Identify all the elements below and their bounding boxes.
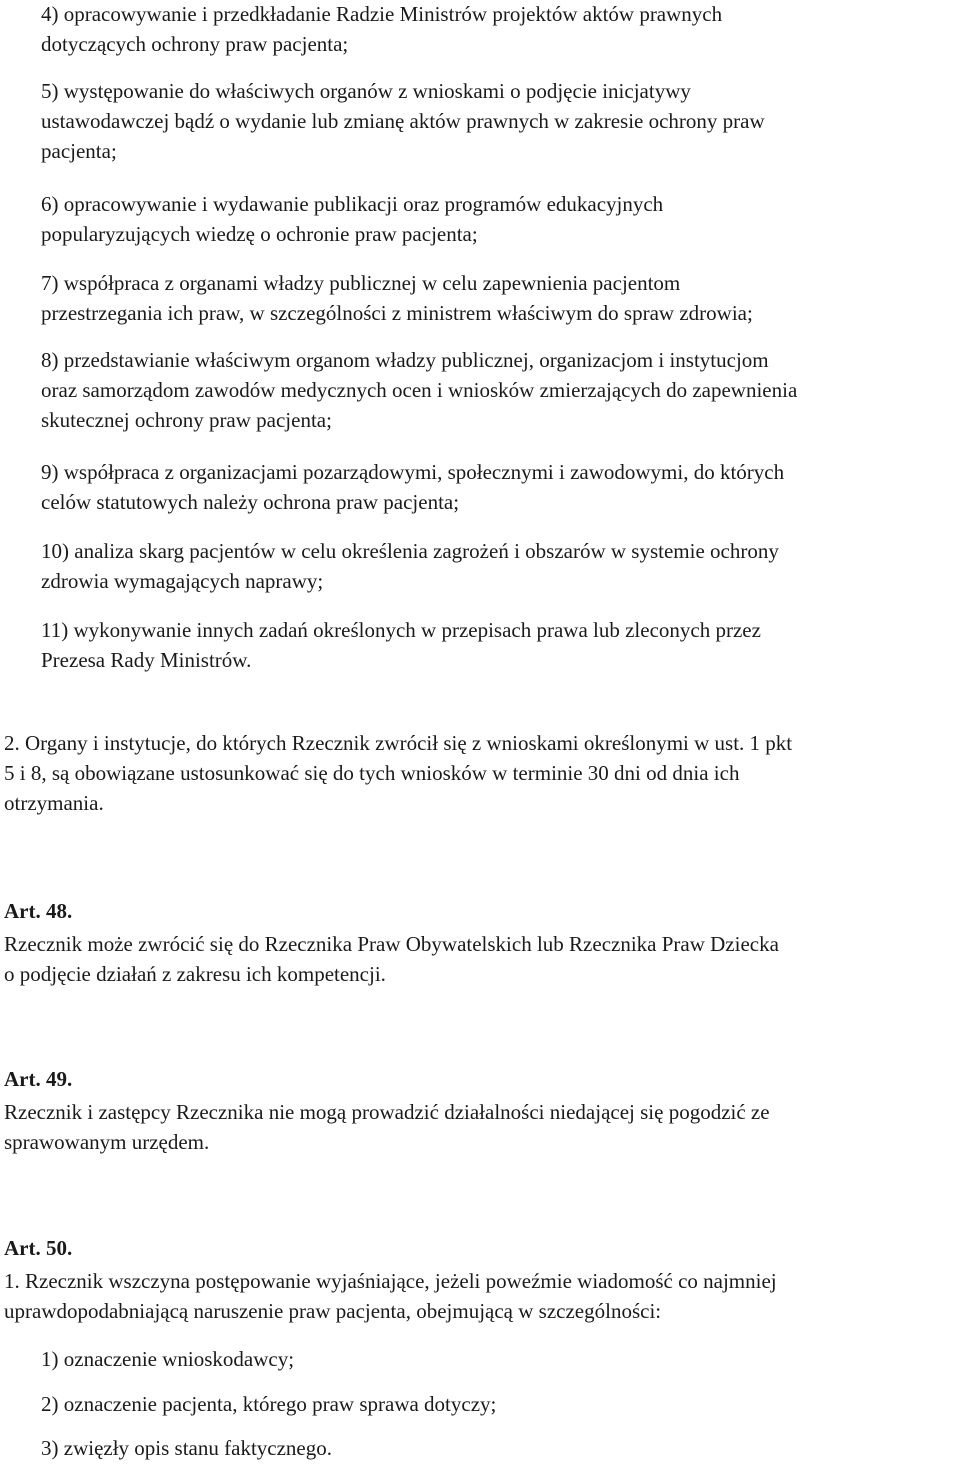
article-50-heading: Art. 50. <box>4 1236 73 1260</box>
list-item-bottom-1-line: 1) oznaczenie wnioskodawcy; <box>41 1347 295 1371</box>
article-49-heading: Art. 49. <box>4 1067 73 1091</box>
list-item-bottom-3-line: 3) zwięzły opis stanu faktycznego. <box>41 1436 332 1460</box>
list-item-9 <box>41 457 956 517</box>
list-item-7-line-2: przestrzegania ich praw, w szczególności z ministrem właściwym do spraw zdrowia; <box>41 301 753 325</box>
list-item-5-line-2: ustawodawczej bądź o wydanie lub zmianę aktów prawnych w zakresie ochrony praw <box>41 109 765 133</box>
list-item-11-line-2: Prezesa Rady Ministrów. <box>41 648 252 672</box>
article-48-heading: Art. 48. <box>4 899 73 923</box>
list-item-bottom-3 <box>41 1433 956 1463</box>
list-item-6 <box>41 189 956 249</box>
article-49-line-1: Rzecznik i zastępcy Rzecznika nie mogą prowadzić działalności niedającej się pogodzić ze <box>4 1100 770 1124</box>
list-item-8-line-3: skutecznej ochrony praw pacjenta; <box>41 408 332 432</box>
list-item-10-line-1: 10) analiza skarg pacjentów w celu określenia zagrożeń i obszarów w systemie ochrony <box>41 539 779 563</box>
paragraph-2-line-1: 2. Organy i instytucje, do których Rzecznik zwrócił się z wnioskami określonymi w ust. 1 pkt <box>4 731 793 755</box>
list-item-4 <box>41 0 956 59</box>
list-item-bottom-2-line: 2) oznaczenie pacjenta, którego praw sprawa dotyczy; <box>41 1392 497 1416</box>
list-item-9-line-2: celów statutowych należy ochrona praw pacjenta; <box>41 490 460 514</box>
list-item-6-line-2: popularyzujących wiedzę o ochronie praw pacjenta; <box>41 222 478 246</box>
list-item-4-line-2: dotyczących ochrony praw pacjenta; <box>41 32 349 56</box>
list-item-bottom-1 <box>41 1344 956 1374</box>
article-49-line-2: sprawowanym urzędem. <box>4 1130 210 1154</box>
list-item-5-line-3: pacjenta; <box>41 139 117 163</box>
article-48-line-1: Rzecznik może zwrócić się do Rzecznika Praw Obywatelskich lub Rzecznika Praw Dziecka <box>4 932 779 956</box>
list-item-7 <box>41 268 956 328</box>
list-item-10 <box>41 536 956 596</box>
article-49-text <box>4 1097 956 1157</box>
article-50-text <box>4 1266 956 1326</box>
list-item-11-line-1: 11) wykonywanie innych zadań określonych w przepisach prawa lub zleconych przez <box>41 618 761 642</box>
list-item-6-line-1: 6) opracowywanie i wydawanie publikacji oraz programów edukacyjnych <box>41 192 664 216</box>
list-item-9-line-1: 9) współpraca z organizacjami pozarządowymi, społecznymi i zawodowymi, do których <box>41 460 785 484</box>
paragraph-2 <box>4 728 956 818</box>
article-48-line-2: o podjęcie działań z zakresu ich kompetencji. <box>4 962 386 986</box>
list-item-11 <box>41 615 956 675</box>
list-item-8-line-1: 8) przedstawianie właściwym organom władzy publicznej, organizacjom i instytucjom <box>41 348 769 372</box>
list-item-bottom-2 <box>41 1389 956 1419</box>
article-50-line-1: 1. Rzecznik wszczyna postępowanie wyjaśniające, jeżeli poweźmie wiadomość co najmniej <box>4 1269 777 1293</box>
article-48-text <box>4 929 956 989</box>
list-item-10-line-2: zdrowia wymagających naprawy; <box>41 569 324 593</box>
list-item-5 <box>41 76 956 166</box>
article-50-line-2: uprawdopodabniającą naruszenie praw pacjenta, obejmującą w szczególności: <box>4 1299 662 1323</box>
paragraph-2-line-2: 5 i 8, są obowiązane ustosunkować się do tych wniosków w terminie 30 dni od dnia ich <box>4 761 740 785</box>
list-item-8 <box>41 345 956 435</box>
list-item-4-line-1: 4) opracowywanie i przedkładanie Radzie Ministrów projektów aktów prawnych <box>41 2 723 26</box>
paragraph-2-line-3: otrzymania. <box>4 791 104 815</box>
list-item-8-line-2: oraz samorządom zawodów medycznych ocen i wniosków zmierzających do zapewnienia <box>41 378 798 402</box>
list-item-7-line-1: 7) współpraca z organami władzy publicznej w celu zapewnienia pacjentom <box>41 271 681 295</box>
list-item-5-line-1: 5) występowanie do właściwych organów z wnioskami o podjęcie inicjatywy <box>41 79 691 103</box>
